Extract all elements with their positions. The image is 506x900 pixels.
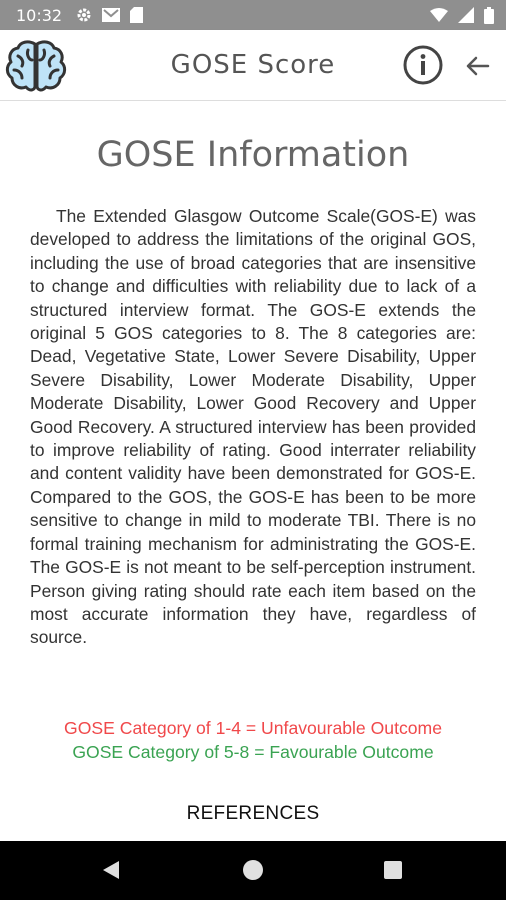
status-time: 10:32 bbox=[16, 5, 63, 25]
home-circle-icon[interactable] bbox=[242, 859, 264, 881]
gmail-icon bbox=[102, 8, 120, 22]
sd-card-icon bbox=[130, 7, 143, 23]
wifi-icon bbox=[430, 8, 448, 22]
info-heading: GOSE Information bbox=[96, 135, 410, 175]
recents-square-icon[interactable] bbox=[383, 860, 403, 880]
favourable-outcome-text: GOSE Category of 5-8 = Favourable Outcome bbox=[72, 742, 434, 762]
system-nav-bar bbox=[0, 841, 506, 900]
content-area[interactable] bbox=[0, 101, 506, 841]
info-body-text: The Extended Glasgow Outcome Scale(GOS-E) was developed to address the limitations of the original GOS, including the use of broad categories that are insensitive to change and difficulties with reliability due to lack of a structured interview format. The GOS-E extends the original 5 GOS categories to 8. The 8 categories are: Dead, Vegetative State, Lower Severe Disability, Upper Severe Disability, Lower Moderate Disability, Upper Moderate Disability, Lower Good Recovery and Upper Good Recovery. A structured interview has been provided to improve reliability of rating. Good interrater reliability and content validity have been demonstrated for GOS-E. Compared to the GOS, the GOS-E has been to be more sensitive to change in mild to moderate TBI. There is no formal training mechanism for administrating the GOS-E. The GOS-E is not meant to be self-perception instrument. Person giving rating should rate each item based on the most accurate information they have, regardless of source. bbox=[30, 206, 476, 648]
status-bar bbox=[0, 0, 506, 30]
gear-icon bbox=[76, 7, 92, 23]
battery-icon bbox=[484, 7, 494, 24]
app-bar bbox=[0, 30, 506, 101]
page-title: GOSE Score bbox=[170, 50, 336, 80]
signal-icon bbox=[458, 7, 474, 23]
back-triangle-icon[interactable] bbox=[100, 859, 122, 881]
references-button[interactable]: REFERENCES bbox=[186, 803, 320, 824]
arrow-left-icon[interactable] bbox=[462, 50, 494, 82]
unfavourable-outcome-text: GOSE Category of 1-4 = Unfavourable Outcome bbox=[64, 718, 442, 738]
info-icon[interactable] bbox=[402, 44, 444, 86]
